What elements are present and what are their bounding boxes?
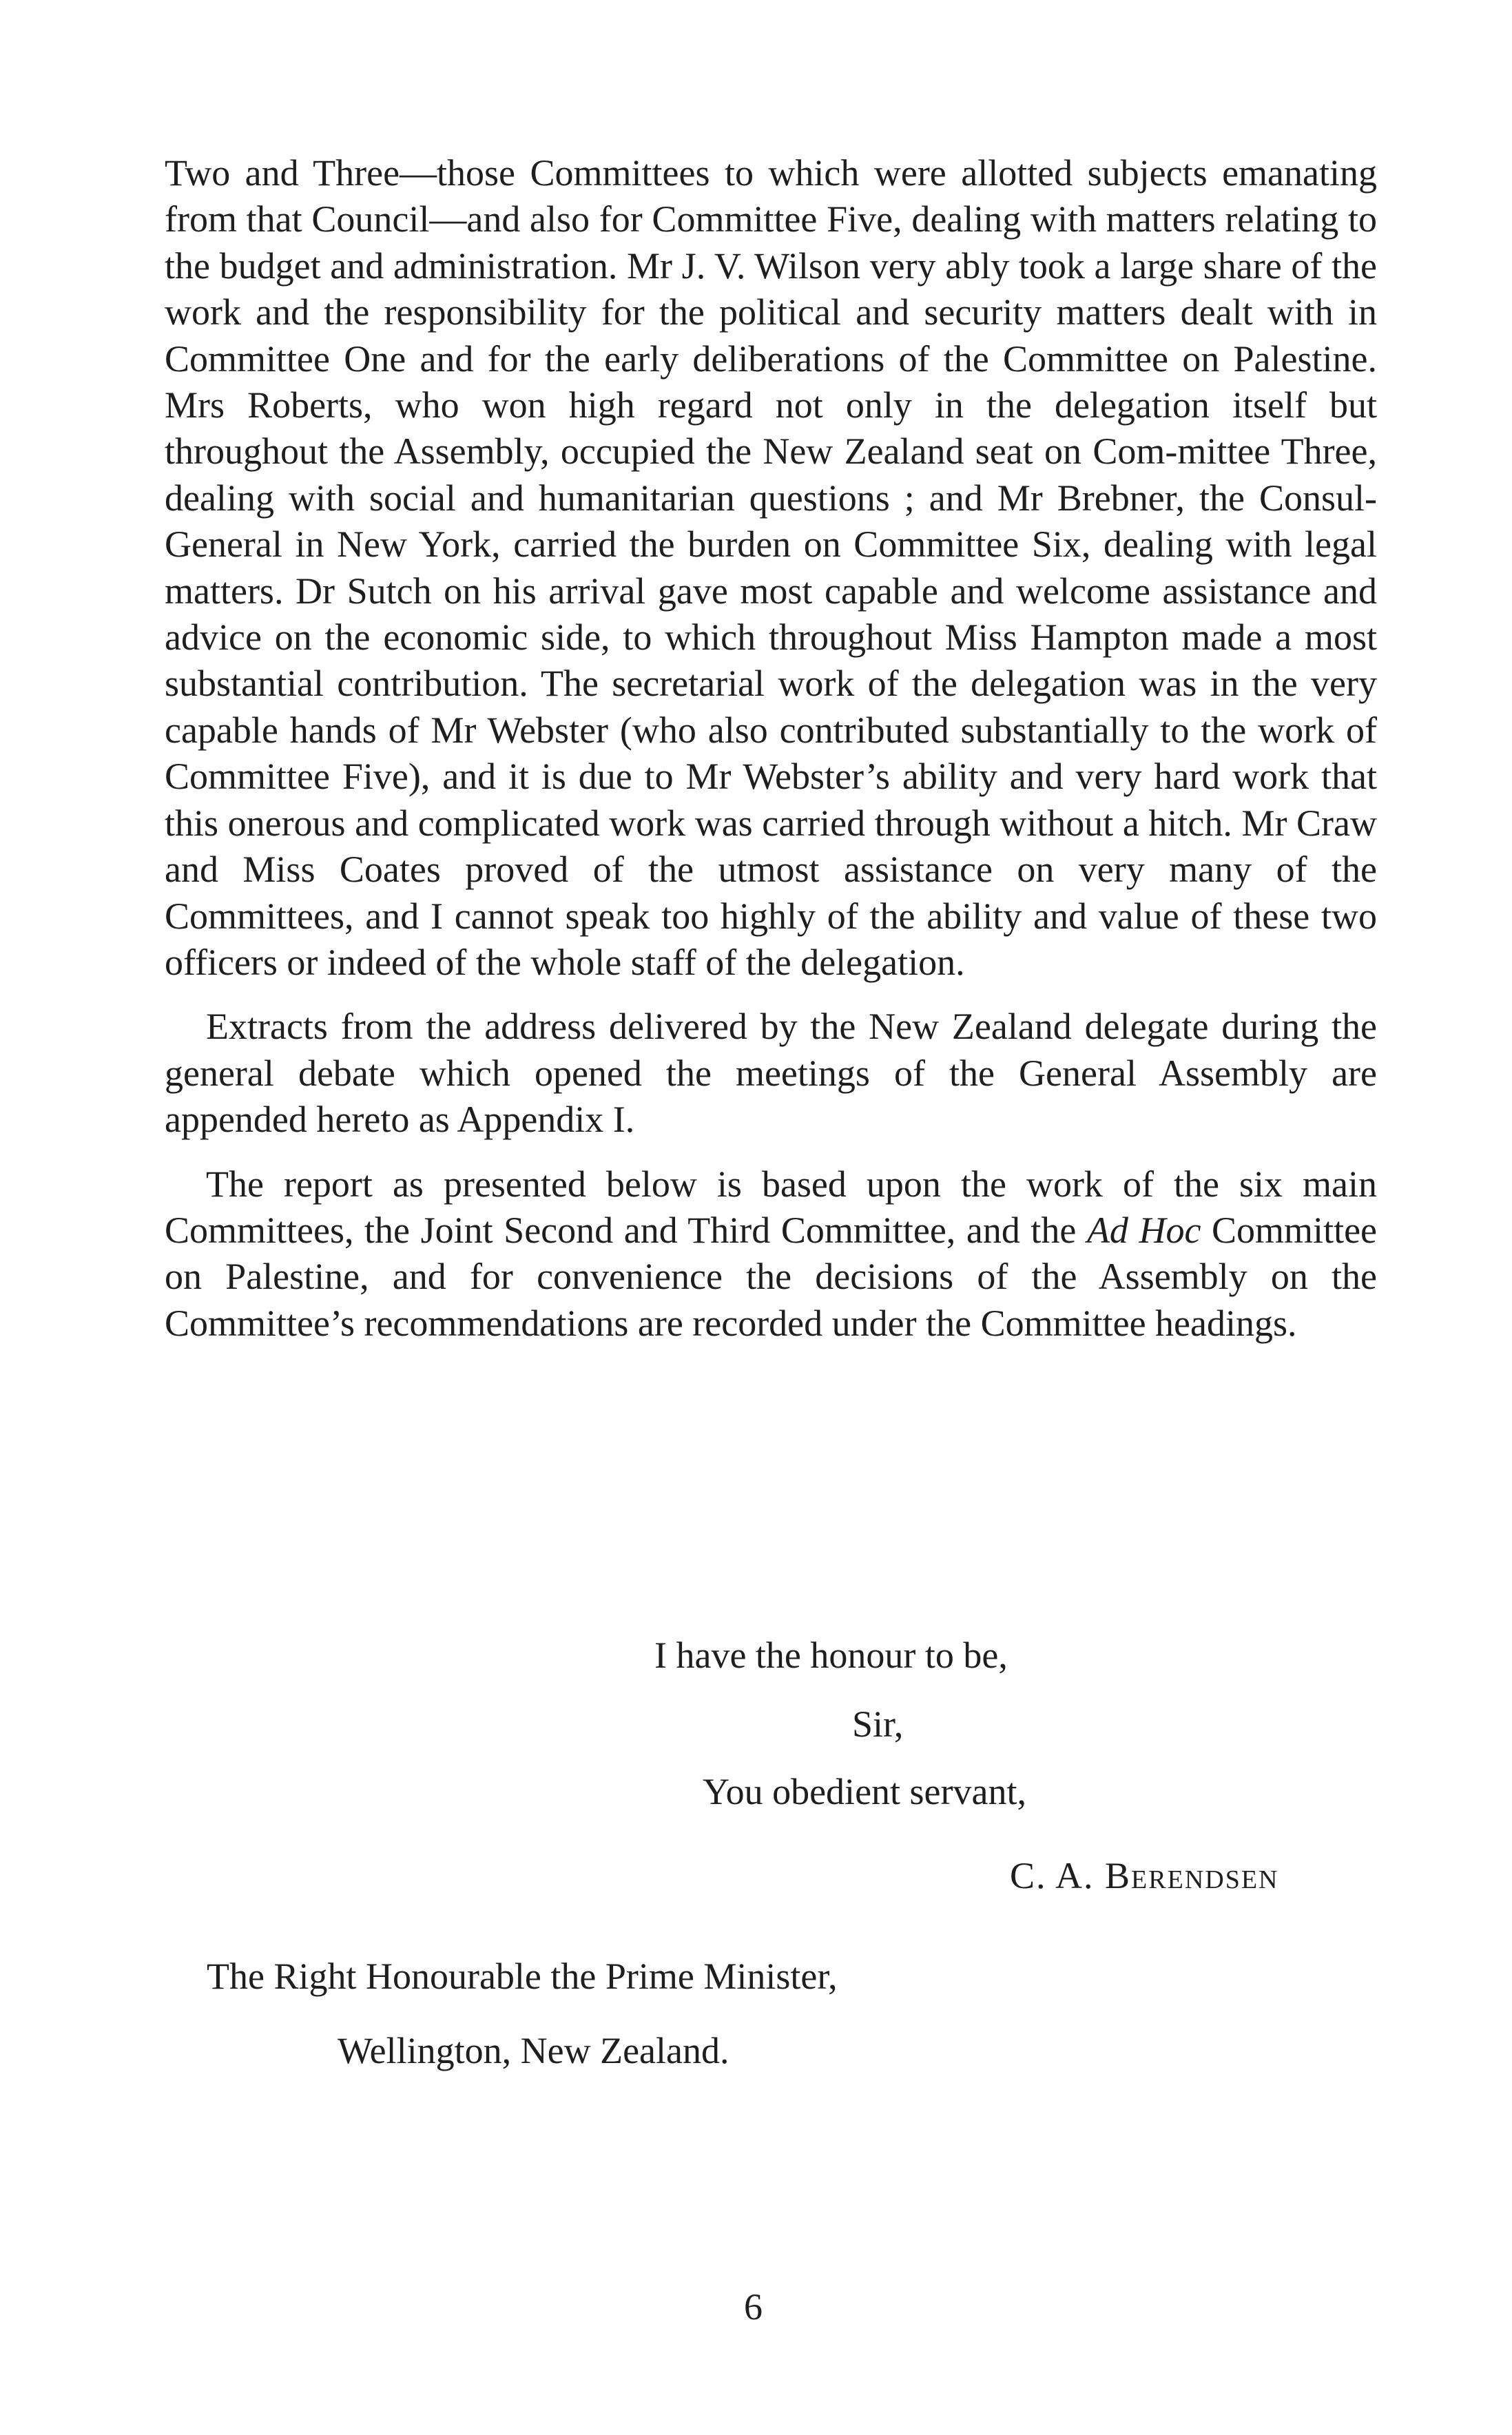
paragraph-report-end: Committee on Palestine, and for convenience the decisions of the Assembly on the Committee’s recommendations are recorded under the Committee headings. xyxy=(165,1209,1378,1344)
document-body xyxy=(165,150,1377,1347)
addressee-line-2: Wellington, New Zealand. xyxy=(338,2030,729,2071)
signature: C. A. Berendsen xyxy=(1010,1855,1279,1896)
closing-salutation: Sir, xyxy=(852,1703,904,1745)
closing-honour: I have the honour to be, xyxy=(654,1635,1008,1676)
paragraph-report-italic: Ad Hoc xyxy=(1086,1209,1201,1251)
paragraph-extracts: Extracts from the address delivered by the New Zealand delegate during the general debate which opened the meetings of the General Assembly are appended hereto as Appendix I. xyxy=(165,1006,1377,1141)
addressee-line-1: The Right Honourable the Prime Minister, xyxy=(207,1956,838,1997)
paragraph-delegation-work: Two and Three—those Committees to which were allotted subjects emanating from that Council—and also for Committee Five, dealing with matters relating to the budget and administration. Mr J. V. Wilson very ably took a large share of the work and the responsibility for the political and security matters dealt with in Committee One and for the early deliberations of the Committee on Palestine. Mrs Roberts, who won high regard not only in the delegation itself but throughout the Assembly, occupied the New Zealand seat on Com-mittee Three, dealing with social and humanitarian questions ; and Mr Brebner, the Consul-General in New York, carried the burden on Committee Six, dealing with legal matters. Dr Sutch on his arrival gave most capable and welcome assistance and advice on the economic side, to which throughout Miss Hampton made a most substantial contribution. The secretarial work of the delegation was in the very capable hands of Mr Webster (who also contributed substantially to the work of Committee Five), and it is due to Mr Webster’s ability and very hard work that this onerous and complicated work was carried through without a hitch. Mr Craw and Miss Coates proved of the utmost assistance on very many of the Committees, and I cannot speak too highly of the ability and value of these two officers or indeed of the whole staff of the delegation. xyxy=(165,152,1377,983)
paragraph-report xyxy=(165,1161,1377,1347)
closing-servant: You obedient servant, xyxy=(703,1771,1026,1812)
paragraph-report-start: The report as presented below is based upon the work of the six main Committees, the Joint Second and Third Committee, and the xyxy=(165,1163,1377,1251)
page-number: 6 xyxy=(744,2286,763,2328)
